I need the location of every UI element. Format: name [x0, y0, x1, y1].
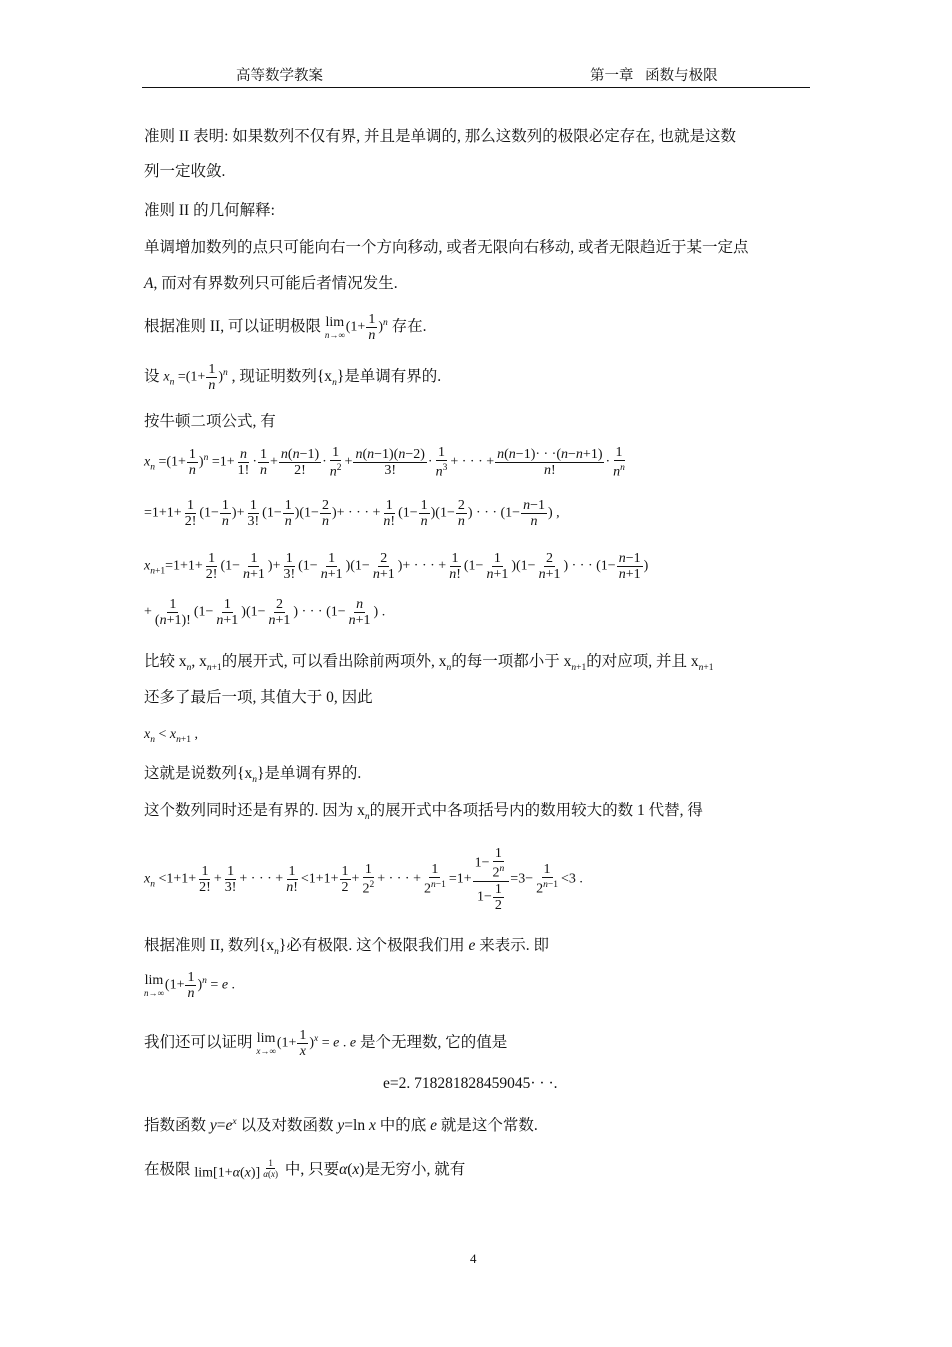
- para-define-xn: 设 $x_n =(1+$ $\frac{1}{n}$ )$^n$ , 现证明数列$\{x_n\}$是单调有界的.: [144, 362, 442, 393]
- para-exp-log: 指数函数 $y=e^x$ 以及对数函数 y=ln x 中的底 e 就是这个常数.: [144, 1117, 538, 1135]
- para-geometric: 单调增加数列的点只可能向右一个方向移动, 或者无限向右移动, 或者无限趋近于某一定点: [144, 239, 749, 256]
- para-monotone-conclusion: 这就是说数列$\{x_n\}$是单调有界的.: [144, 765, 362, 786]
- limit-formula: lim n→∞ (1+ $\frac{1}{n}$ )$^n$: [324, 312, 388, 343]
- header-rule: [142, 87, 810, 88]
- equation-binomial-expansion: $x_n =(1+$ $\frac{1}{n}$ )$^n$ =1+ $\frac{n}{1!}$ · $\frac{1}{n}$ + $\frac{n(n-1)}{2!}$ · $\frac{1}{n^2}$ + $\frac{n(n-1)(n-2)}{3!}$ · $\frac{1}{n^3}$ + · · · + $\frac{n(n-1)\cdot \cdot \cdot(n-n+1)}{n!}$ · $\frac{1}{n^n}$: [144, 445, 625, 480]
- equation-xn-expanded: =1+1+ $\frac{1}{2!}$ (1− $\frac{1}{n}$ )+ $\frac{1}{3!}$ (1− $\frac{1}{n}$ )(1− $\frac{2}{n}$ )+ · · · + $\frac{1}{n!}$ (1− $\frac{1}{n}$ )(1− $\frac{2}{n}$ ) · · · (1− $\frac{n-1}{n}$ ) ,: [144, 498, 560, 529]
- equation-xn1-last-term: + $\frac{1}{(n+1)!}$ (1− $\frac{1}{n+1}$ )(1− $\frac{2}{n+1}$ ) · · · (1− $\frac{n}{n+1}$ ) .: [144, 597, 386, 628]
- para-geometric-cont: A, 而对有界数列只可能后者情况发生.: [144, 275, 398, 292]
- para-criterion-ii-cont: 列一定收敛.: [144, 163, 226, 180]
- para-binomial: 按牛顿二项公式, 有: [144, 413, 276, 430]
- header-title: 高等数学教案: [236, 68, 323, 84]
- e-value: e=2. 718281828459045· · ·.: [383, 1075, 558, 1092]
- para-limit-exists: 根据准则 II, 可以证明极限 lim n→∞ (1+ $\frac{1}{n}$ )$^n$ 存在.: [144, 312, 427, 343]
- header-chapter: 第一章 函数与极限: [590, 68, 718, 84]
- para-compare-cont: 还多了最后一项, 其值大于 0, 因此: [144, 689, 373, 706]
- equation-monotone: $x_n < x_{n+1}$ ,: [144, 727, 198, 745]
- page-number: 4: [470, 1251, 477, 1266]
- equation-e-limit: lim n→∞ (1+ $\frac{1}{n}$ )$^n$ = e .: [144, 970, 236, 1001]
- para-bounded: 这个数列同时还是有界的. 因为 $x_n$的展开式中各项括号内的数用较大的数 1 代替, 得: [144, 802, 703, 823]
- equation-xn1-expanded: $x_{n+1}=1+1+$ $\frac{1}{2!}$ (1− $\frac{1}{n+1}$ )+ $\frac{1}{3!}$ (1− $\frac{1}{n+1}$ )(1− $\frac{2}{n+1}$ )+ · · · + $\frac{1}{n!}$ (1− $\frac{1}{n+1}$ )(1− $\frac{2}{n+1}$ ) · · · (1− $\frac{n-1}{n+1}$ ): [144, 551, 649, 582]
- para-limit-e: 根据准则 II, 数列$\{x_n\}$必有极限. 这个极限我们用 e 来表示. 即: [144, 937, 549, 958]
- equation-bound: $x_n <1+1+$ $\frac{1}{2!}$ + $\frac{1}{3!}$ + · · · + $\frac{1}{n!}$ <1+1+ $\frac{1}{2}$ + $\frac{1}{2^2}$ + · · · + $\frac{1}{2^{n-1}}$ =1+ 1− $\frac{1}{2^n}$ 1− $\frac{1}{2}$ =3− $\frac{1}{2^{n-1}}$ <3 .: [144, 846, 583, 913]
- para-continuous-limit: 我们还可以证明 lim x→∞ (1+ $\frac{1}{x}$ )$^x$ = e . e 是个无理数, 它的值是: [144, 1028, 508, 1059]
- para-alpha-limit: 在极限 lim[1+α(x)] $^{\frac{1}{\alpha(x)}}$ 中, 只要α(x)是无穷小, 就有: [144, 1158, 465, 1183]
- xn-definition: $x_n =(1+$ $\frac{1}{n}$ )$^n$: [163, 362, 228, 393]
- para-geometric-title: 准则 II 的几何解释:: [144, 202, 275, 219]
- x-limit-formula: lim x→∞ (1+ $\frac{1}{x}$ )$^x$ = e . e: [256, 1028, 357, 1059]
- para-compare: 比较 $x_n$, $x_{n+1}$的展开式, 可以看出除前两项外, $x_n$的每一项都小于 $x_{n+1}$的对应项, 并且 $x_{n+1}$: [144, 653, 714, 674]
- alpha-limit-formula: lim[1+α(x)] $^{\frac{1}{\alpha(x)}}$: [194, 1158, 278, 1181]
- para-criterion-ii: 准则 II 表明: 如果数列不仅有界, 并且是单调的, 那么这数列的极限必定存在, 也就是这数: [144, 128, 737, 145]
